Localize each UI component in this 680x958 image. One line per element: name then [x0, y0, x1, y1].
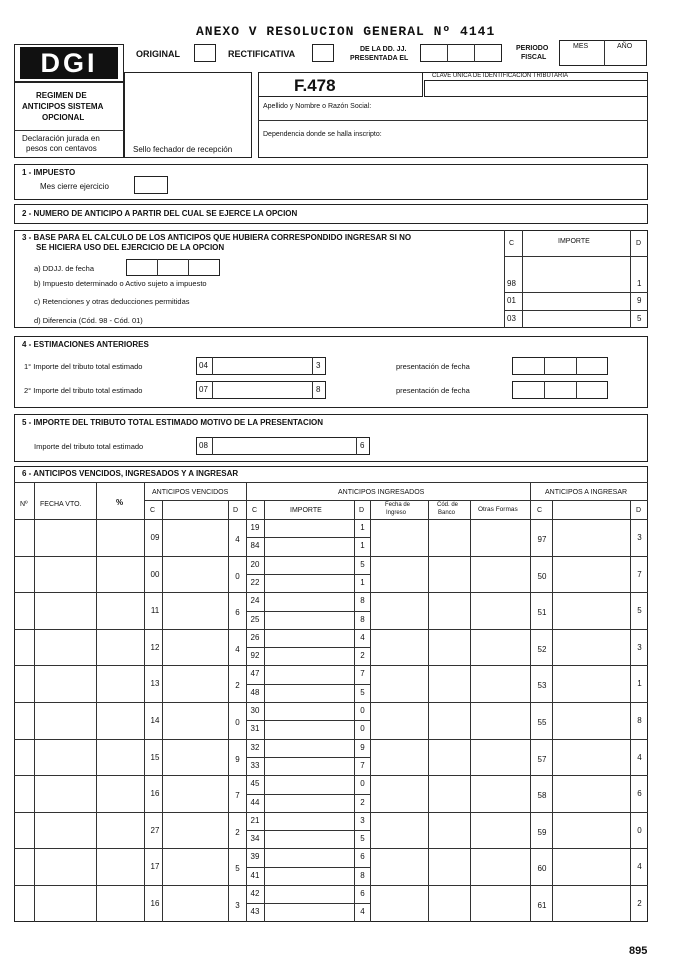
s6-venc-importe-field[interactable] — [164, 777, 226, 810]
s6-aing-d: D — [636, 507, 642, 514]
s6-ing-code: 33 — [250, 760, 260, 770]
apellido-label: Apellido y Nombre o Razón Social: — [263, 103, 372, 110]
s6-otras-formas: Otras Formas — [478, 506, 518, 513]
s3-importe-d-field[interactable] — [524, 312, 628, 327]
s6-ing-importe-field[interactable] — [266, 850, 352, 864]
s6-row-divider — [14, 739, 648, 740]
s6-sub-divider — [246, 757, 370, 758]
s6-ing-code: 22 — [250, 577, 260, 587]
declaracion-line-2: pesos con centavos — [26, 144, 97, 153]
s6-fecha-ingreso-field[interactable] — [372, 521, 426, 554]
s6-aing-digit: 5 — [637, 606, 642, 616]
s6-otras-formas-field[interactable] — [472, 667, 528, 700]
s6-fecha-vto-field[interactable] — [36, 558, 94, 591]
ddjj-label-1: DE LA DD. JJ. — [360, 46, 407, 53]
s6-ing-code: 30 — [250, 706, 260, 715]
s6-fecha-vto-field[interactable] — [36, 777, 94, 810]
s6-ing-digit: 0 — [360, 724, 365, 734]
s3-row-d-label: d) Diferencia (Cód. 98 - Cód. 01) — [34, 316, 143, 325]
s3-row-b-label: b) Impuesto determinado o Activo sujeto a impuesto — [34, 279, 207, 288]
s6-aing-code: 58 — [537, 791, 547, 801]
s6-otras-formas-field[interactable] — [472, 741, 528, 774]
mes-cierre-field[interactable] — [134, 176, 168, 194]
s6-sub-divider — [246, 684, 370, 685]
s6-otras-formas-field[interactable] — [472, 704, 528, 737]
s6-otras-formas-field[interactable] — [472, 521, 528, 554]
s6-fecha-ingreso-field[interactable] — [372, 741, 426, 774]
s6-fecha-vto-field[interactable] — [36, 521, 94, 554]
s6-ing-importe-field[interactable] — [266, 594, 352, 608]
original-label: ORIGINAL — [136, 49, 180, 59]
s6-cod-banco-field[interactable] — [430, 850, 468, 883]
dgi-logo — [20, 47, 118, 79]
s3-col-d: D — [636, 240, 642, 247]
section-3-title-2: SE HICIERA USO DEL EJERCICIO DE LA OPCION — [36, 243, 225, 252]
s6-sub-divider — [246, 574, 370, 575]
s4-row-1-code: 04 — [199, 361, 208, 370]
s6-aing-importe-field[interactable] — [554, 814, 628, 847]
s6-cod-banco-field[interactable] — [430, 558, 468, 591]
s4-row-2-fecha-label: presentación de fecha — [396, 386, 470, 395]
s6-ing-code: 39 — [250, 852, 260, 862]
s5-label: Importe del tributo total estimado — [34, 442, 144, 451]
s6-aing-importe-field[interactable] — [554, 777, 628, 810]
s6-sub-divider — [246, 611, 370, 612]
s6-fecha-vto-field[interactable] — [36, 667, 94, 700]
s6-aing-importe-field[interactable] — [554, 887, 628, 920]
s6-ing-digit: 2 — [360, 651, 365, 661]
section-3-title-1: 3 - BASE PARA EL CALCULO DE LOS ANTICIPOS QUE HUBIERA CORRESPONDIDO INGRESAR SI NO — [22, 233, 412, 242]
s6-aing-code: 57 — [537, 754, 547, 764]
s6-row-divider — [14, 885, 648, 886]
s6-ing-digit: 7 — [360, 760, 365, 770]
s6-otras-formas-field[interactable] — [472, 777, 528, 810]
s6-ing-code: 42 — [250, 889, 260, 898]
section-6-title: 6 - ANTICIPOS VENCIDOS, INGRESADOS Y A INGRESAR — [22, 469, 239, 478]
s6-aing-digit: 1 — [637, 679, 642, 689]
s6-venc-importe-field[interactable] — [164, 631, 226, 664]
s6-venc-d: D — [233, 507, 239, 514]
clave-label: CLAVE UNICA DE IDENTIFICACION TRIBUTARIA — [432, 73, 569, 79]
s6-fecha-ingreso-field[interactable] — [372, 887, 426, 920]
s6-pct-field[interactable] — [98, 704, 142, 737]
s6-row-divider — [14, 702, 648, 703]
regimen-line-3: OPCIONAL — [42, 113, 85, 122]
s6-ing-code: 84 — [250, 541, 260, 551]
s4-row-2-digit: 8 — [316, 385, 321, 394]
s6-ing-code: 45 — [250, 779, 260, 789]
form-code-box — [258, 72, 423, 97]
s6-venc-digit: 4 — [235, 535, 240, 544]
s6-sub-divider — [246, 794, 370, 795]
s6-ing-importe-field[interactable] — [266, 887, 352, 901]
s6-col-pct: % — [116, 498, 124, 507]
s6-venc-digit: 9 — [235, 754, 240, 764]
s6-row-divider — [14, 556, 648, 557]
s6-aing-c: C — [537, 507, 543, 514]
s6-ing-code: 24 — [250, 596, 260, 606]
s6-col-n: Nº — [20, 501, 28, 508]
s6-cod-banco-field[interactable] — [430, 704, 468, 737]
s6-ing-digit: 4 — [360, 907, 365, 917]
s6-pct-field[interactable] — [98, 777, 142, 810]
periodo-label-2: FISCAL — [521, 54, 547, 61]
s6-venc-importe-field[interactable] — [164, 850, 226, 883]
s6-cod-banco-field[interactable] — [430, 521, 468, 554]
s6-ing-code: 44 — [250, 797, 260, 807]
s6-cod-banco-field[interactable] — [430, 594, 468, 627]
section-4-title: 4 - ESTIMACIONES ANTERIORES — [22, 340, 149, 349]
s6-aing-importe-field[interactable] — [554, 741, 628, 774]
s6-venc-importe-field[interactable] — [164, 704, 226, 737]
s6-ing-digit: 8 — [360, 596, 365, 606]
s6-sub-divider — [246, 830, 370, 831]
s6-aing-importe-field[interactable] — [554, 667, 628, 700]
s6-venc-importe-field[interactable] — [164, 887, 226, 920]
s6-cod-banco-field[interactable] — [430, 777, 468, 810]
s6-aing-code: 51 — [537, 608, 547, 618]
s6-venc-digit: 5 — [235, 864, 240, 874]
s6-pct-field[interactable] — [98, 521, 142, 554]
s6-aing-code: 55 — [537, 718, 547, 727]
s6-otras-formas-field[interactable] — [472, 558, 528, 591]
s4-row-1-fecha-label: presentación de fecha — [396, 362, 470, 371]
regimen-line-1: REGIMEN DE — [36, 91, 87, 100]
section-5-title: 5 - IMPORTE DEL TRIBUTO TOTAL ESTIMADO MOTIVO DE LA PRESENTACION — [22, 418, 324, 427]
s6-ing-digit: 1 — [360, 577, 365, 587]
s6-fecha-ingreso-field[interactable] — [372, 631, 426, 664]
s6-cod-banco-1: Cód. de — [437, 502, 459, 508]
periodo-label-1: PERIODO — [516, 45, 549, 52]
s6-ing-importe: IMPORTE — [290, 507, 322, 514]
s6-cod-banco-field[interactable] — [430, 631, 468, 664]
s6-col-ingresados: ANTICIPOS INGRESADOS — [338, 489, 425, 496]
declaracion-line-1: Declaración jurada en — [22, 134, 100, 143]
s6-aing-digit: 4 — [637, 862, 642, 872]
ddjj-fecha-field[interactable] — [126, 259, 220, 276]
s6-venc-importe-field[interactable] — [164, 521, 226, 554]
s6-row-divider — [14, 812, 648, 813]
s6-ing-importe-field[interactable] — [266, 521, 352, 535]
s6-fecha-ingreso-field[interactable] — [372, 704, 426, 737]
s6-ing-digit: 0 — [360, 779, 365, 789]
s6-venc-digit: 7 — [235, 791, 240, 801]
s6-aing-digit: 3 — [637, 642, 642, 652]
s6-ing-code: 21 — [250, 815, 260, 825]
section-2-title: 2 - NUMERO DE ANTICIPO A PARTIR DEL CUAL SE EJERCE LA OPCION — [22, 209, 298, 218]
s6-fecha-ingreso-1: Fecha de — [385, 502, 411, 508]
s6-ing-digit: 1 — [360, 523, 365, 532]
s6-cod-banco-field[interactable] — [430, 741, 468, 774]
s6-cod-banco-field[interactable] — [430, 814, 468, 847]
s6-pct-field[interactable] — [98, 850, 142, 883]
s6-col-a-ingresar: ANTICIPOS A INGRESAR — [545, 489, 628, 496]
s3-row-a-label: a) DDJJ. de fecha — [34, 264, 95, 273]
s6-aing-importe-field[interactable] — [554, 521, 628, 554]
original-checkbox[interactable] — [194, 44, 216, 62]
s6-venc-digit: 2 — [235, 681, 240, 691]
s6-ing-code: 20 — [250, 559, 260, 569]
s6-ing-code: 34 — [250, 834, 260, 844]
s6-sub-divider — [246, 537, 370, 538]
s6-ing-importe-field[interactable] — [266, 558, 352, 572]
s3-row-c-digit: 9 — [637, 296, 642, 305]
s5-digit: 6 — [360, 441, 365, 450]
s6-ing-digit: 5 — [360, 834, 365, 844]
s3-row-b-digit: 1 — [637, 279, 642, 288]
s6-aing-code: 60 — [537, 864, 547, 874]
s6-venc-code: 12 — [150, 642, 160, 652]
mes-label: MES — [573, 43, 589, 50]
s6-aing-digit: 7 — [637, 569, 642, 579]
s6-ing-importe-field[interactable] — [266, 814, 352, 828]
s6-ing-digit: 7 — [360, 669, 365, 679]
s6-aing-code: 97 — [537, 535, 547, 544]
s6-row-divider — [14, 775, 648, 776]
s6-ing-digit: 6 — [360, 889, 365, 898]
s6-fecha-ingreso-field[interactable] — [372, 777, 426, 810]
s6-row-divider — [14, 848, 648, 849]
s6-sub-divider — [246, 867, 370, 868]
s6-ing-digit: 6 — [360, 852, 365, 862]
s4-row-2-label: 2° Importe del tributo total estimado — [24, 386, 143, 395]
s6-row-divider — [14, 665, 648, 666]
s6-ing-code: 31 — [250, 724, 260, 734]
s6-fecha-vto-field[interactable] — [36, 704, 94, 737]
s6-ing-code: 32 — [250, 742, 260, 752]
s6-col-fecha: FECHA VTO. — [40, 501, 82, 508]
dgi-logo-text: DGI — [40, 47, 98, 78]
s6-cod-banco-2: Banco — [438, 510, 456, 516]
s6-aing-importe-field[interactable] — [554, 594, 628, 627]
s6-venc-code: 16 — [150, 789, 160, 799]
s6-pct-field[interactable] — [98, 631, 142, 664]
sello-label: Sello fechador de recepción — [133, 145, 233, 154]
s6-ing-digit: 8 — [360, 614, 365, 624]
s6-ing-digit: 5 — [360, 687, 365, 697]
s4-row-2-importe[interactable] — [196, 381, 326, 399]
s6-venc-digit: 3 — [235, 901, 240, 910]
s6-fecha-vto-field[interactable] — [36, 887, 94, 920]
s3-importe-b-field[interactable] — [524, 276, 628, 291]
s6-col-vencidos: ANTICIPOS VENCIDOS — [152, 489, 229, 496]
page-number: 895 — [629, 945, 648, 957]
s6-ing-code: 26 — [250, 632, 260, 642]
s3-row-c-label: c) Retenciones y otras deducciones permitidas — [34, 297, 190, 306]
s6-ing-code: 47 — [250, 669, 260, 679]
s6-ing-code: 19 — [250, 523, 260, 532]
s6-venc-digit: 6 — [235, 608, 240, 618]
s6-venc-digit: 0 — [235, 571, 240, 581]
s6-ing-code: 92 — [250, 651, 260, 661]
s6-fecha-vto-field[interactable] — [36, 814, 94, 847]
s6-venc-importe-field[interactable] — [164, 741, 226, 774]
s6-venc-code: 11 — [150, 606, 160, 616]
dependencia-label: Dependencia donde se halla inscripto: — [263, 131, 382, 138]
regimen-line-2: ANTICIPOS SISTEMA — [22, 102, 104, 111]
anio-label: AÑO — [617, 43, 633, 50]
s6-fecha-vto-field[interactable] — [36, 741, 94, 774]
s3-importe-c-field[interactable] — [524, 294, 628, 309]
s6-pct-field[interactable] — [98, 814, 142, 847]
s6-otras-formas-field[interactable] — [472, 594, 528, 627]
form-title: ANEXO V RESOLUCION GENERAL Nº 4141 — [196, 24, 496, 39]
s6-otras-formas-field[interactable] — [472, 814, 528, 847]
s6-cod-banco-field[interactable] — [430, 667, 468, 700]
s3-col-c: C — [509, 240, 515, 247]
s4-row-1-label: 1° Importe del tributo total estimado — [24, 362, 143, 371]
ddjj-date-field[interactable] — [420, 44, 502, 62]
s6-aing-code: 52 — [537, 644, 547, 654]
mes-cierre-label: Mes cierre ejercicio — [40, 182, 109, 191]
s6-ing-digit: 1 — [360, 541, 365, 551]
s6-ing-digit: 8 — [360, 870, 365, 880]
s6-ing-digit: 5 — [360, 559, 365, 569]
s6-ing-c: C — [252, 507, 258, 514]
s6-ing-code: 41 — [250, 870, 260, 880]
s6-pct-field[interactable] — [98, 887, 142, 920]
s6-aing-code: 50 — [537, 571, 547, 581]
s6-venc-code: 16 — [150, 899, 160, 908]
s6-sub-divider — [246, 903, 370, 904]
s6-aing-importe-field[interactable] — [554, 704, 628, 737]
s6-ing-importe-field[interactable] — [266, 704, 352, 718]
s6-pct-field[interactable] — [98, 741, 142, 774]
s6-venc-importe-field[interactable] — [164, 667, 226, 700]
s6-otras-formas-field[interactable] — [472, 887, 528, 920]
s6-fecha-vto-field[interactable] — [36, 850, 94, 883]
s6-ing-digit: 9 — [360, 742, 365, 752]
s6-sub-divider — [246, 647, 370, 648]
s6-fecha-ingreso-field[interactable] — [372, 594, 426, 627]
s6-ing-digit: 4 — [360, 632, 365, 642]
ddjj-label-2: PRESENTADA EL — [350, 55, 409, 62]
s6-aing-code: 53 — [537, 681, 547, 691]
s6-pct-field[interactable] — [98, 558, 142, 591]
s4-row-2-fecha-field[interactable] — [512, 381, 608, 399]
s6-row-divider — [14, 592, 648, 593]
s6-ing-digit: 3 — [360, 815, 365, 825]
s6-venc-importe-field[interactable] — [164, 814, 226, 847]
s6-otras-formas-field[interactable] — [472, 850, 528, 883]
s6-aing-digit: 2 — [637, 899, 642, 908]
s6-pct-field[interactable] — [98, 594, 142, 627]
s4-row-1-importe[interactable] — [196, 357, 326, 375]
s6-pct-field[interactable] — [98, 667, 142, 700]
s6-aing-code: 61 — [537, 901, 547, 910]
s6-aing-digit: 0 — [637, 825, 642, 835]
s6-sub-divider — [246, 720, 370, 721]
s6-ing-importe-field[interactable] — [266, 631, 352, 645]
s5-code: 08 — [199, 441, 208, 450]
s6-venc-code: 00 — [150, 569, 160, 579]
s6-aing-importe-field[interactable] — [554, 558, 628, 591]
s6-fecha-vto-field[interactable] — [36, 594, 94, 627]
s3-row-d-digit: 5 — [637, 314, 642, 323]
s5-importe-field[interactable] — [196, 437, 370, 455]
s6-venc-digit: 4 — [235, 644, 240, 654]
s6-fecha-vto-field[interactable] — [36, 631, 94, 664]
s6-venc-code: 17 — [150, 862, 160, 872]
s6-ing-importe-field[interactable] — [266, 667, 352, 681]
s6-ing-d: D — [359, 507, 365, 514]
s6-ing-code: 48 — [250, 687, 260, 697]
s6-fecha-ingreso-field[interactable] — [372, 667, 426, 700]
s6-aing-importe-field[interactable] — [554, 631, 628, 664]
s6-aing-importe-field[interactable] — [554, 850, 628, 883]
rectificativa-checkbox[interactable] — [312, 44, 334, 62]
s6-venc-code: 14 — [150, 716, 160, 725]
s3-col-importe: IMPORTE — [558, 238, 590, 245]
s3-row-c-code: 01 — [507, 296, 516, 305]
rectificativa-label: RECTIFICATIVA — [228, 49, 296, 59]
s6-aing-digit: 3 — [637, 533, 642, 542]
s6-ing-code: 43 — [250, 907, 260, 917]
s6-venc-digit: 2 — [235, 827, 240, 837]
s4-row-1-fecha-field[interactable] — [512, 357, 608, 375]
s6-fecha-ingreso-2: Ingreso — [386, 510, 407, 516]
cuit-field[interactable] — [424, 80, 648, 97]
s6-aing-digit: 8 — [637, 716, 642, 725]
s6-venc-code: 13 — [150, 679, 160, 689]
s6-fecha-ingreso-field[interactable] — [372, 850, 426, 883]
s6-aing-digit: 6 — [637, 789, 642, 799]
s6-venc-importe-field[interactable] — [164, 594, 226, 627]
s3-row-d-code: 03 — [507, 314, 516, 323]
s3-row-b-code: 98 — [507, 279, 516, 288]
s6-cod-banco-field[interactable] — [430, 887, 468, 920]
s6-venc-code: 15 — [150, 752, 160, 762]
s6-venc-c: C — [150, 507, 156, 514]
form-code: F.478 — [294, 76, 336, 95]
s6-otras-formas-field[interactable] — [472, 631, 528, 664]
s6-ing-digit: 0 — [360, 706, 365, 715]
s6-venc-code: 09 — [150, 533, 160, 542]
s6-ing-code: 25 — [250, 614, 260, 624]
s6-aing-digit: 4 — [637, 752, 642, 762]
s6-ing-digit: 2 — [360, 797, 365, 807]
s4-row-1-digit: 3 — [316, 361, 321, 370]
s6-fecha-ingreso-field[interactable] — [372, 558, 426, 591]
s6-row-divider — [14, 629, 648, 630]
s6-ing-importe-field[interactable] — [266, 777, 352, 791]
section-1-title: 1 - IMPUESTO — [22, 168, 76, 177]
s6-ing-importe-field[interactable] — [266, 741, 352, 755]
s6-fecha-ingreso-field[interactable] — [372, 814, 426, 847]
s6-venc-importe-field[interactable] — [164, 558, 226, 591]
section-1 — [14, 164, 648, 200]
s6-venc-digit: 0 — [235, 718, 240, 727]
s6-aing-code: 59 — [537, 827, 547, 837]
s4-row-2-code: 07 — [199, 385, 208, 394]
s6-venc-code: 27 — [150, 825, 160, 835]
